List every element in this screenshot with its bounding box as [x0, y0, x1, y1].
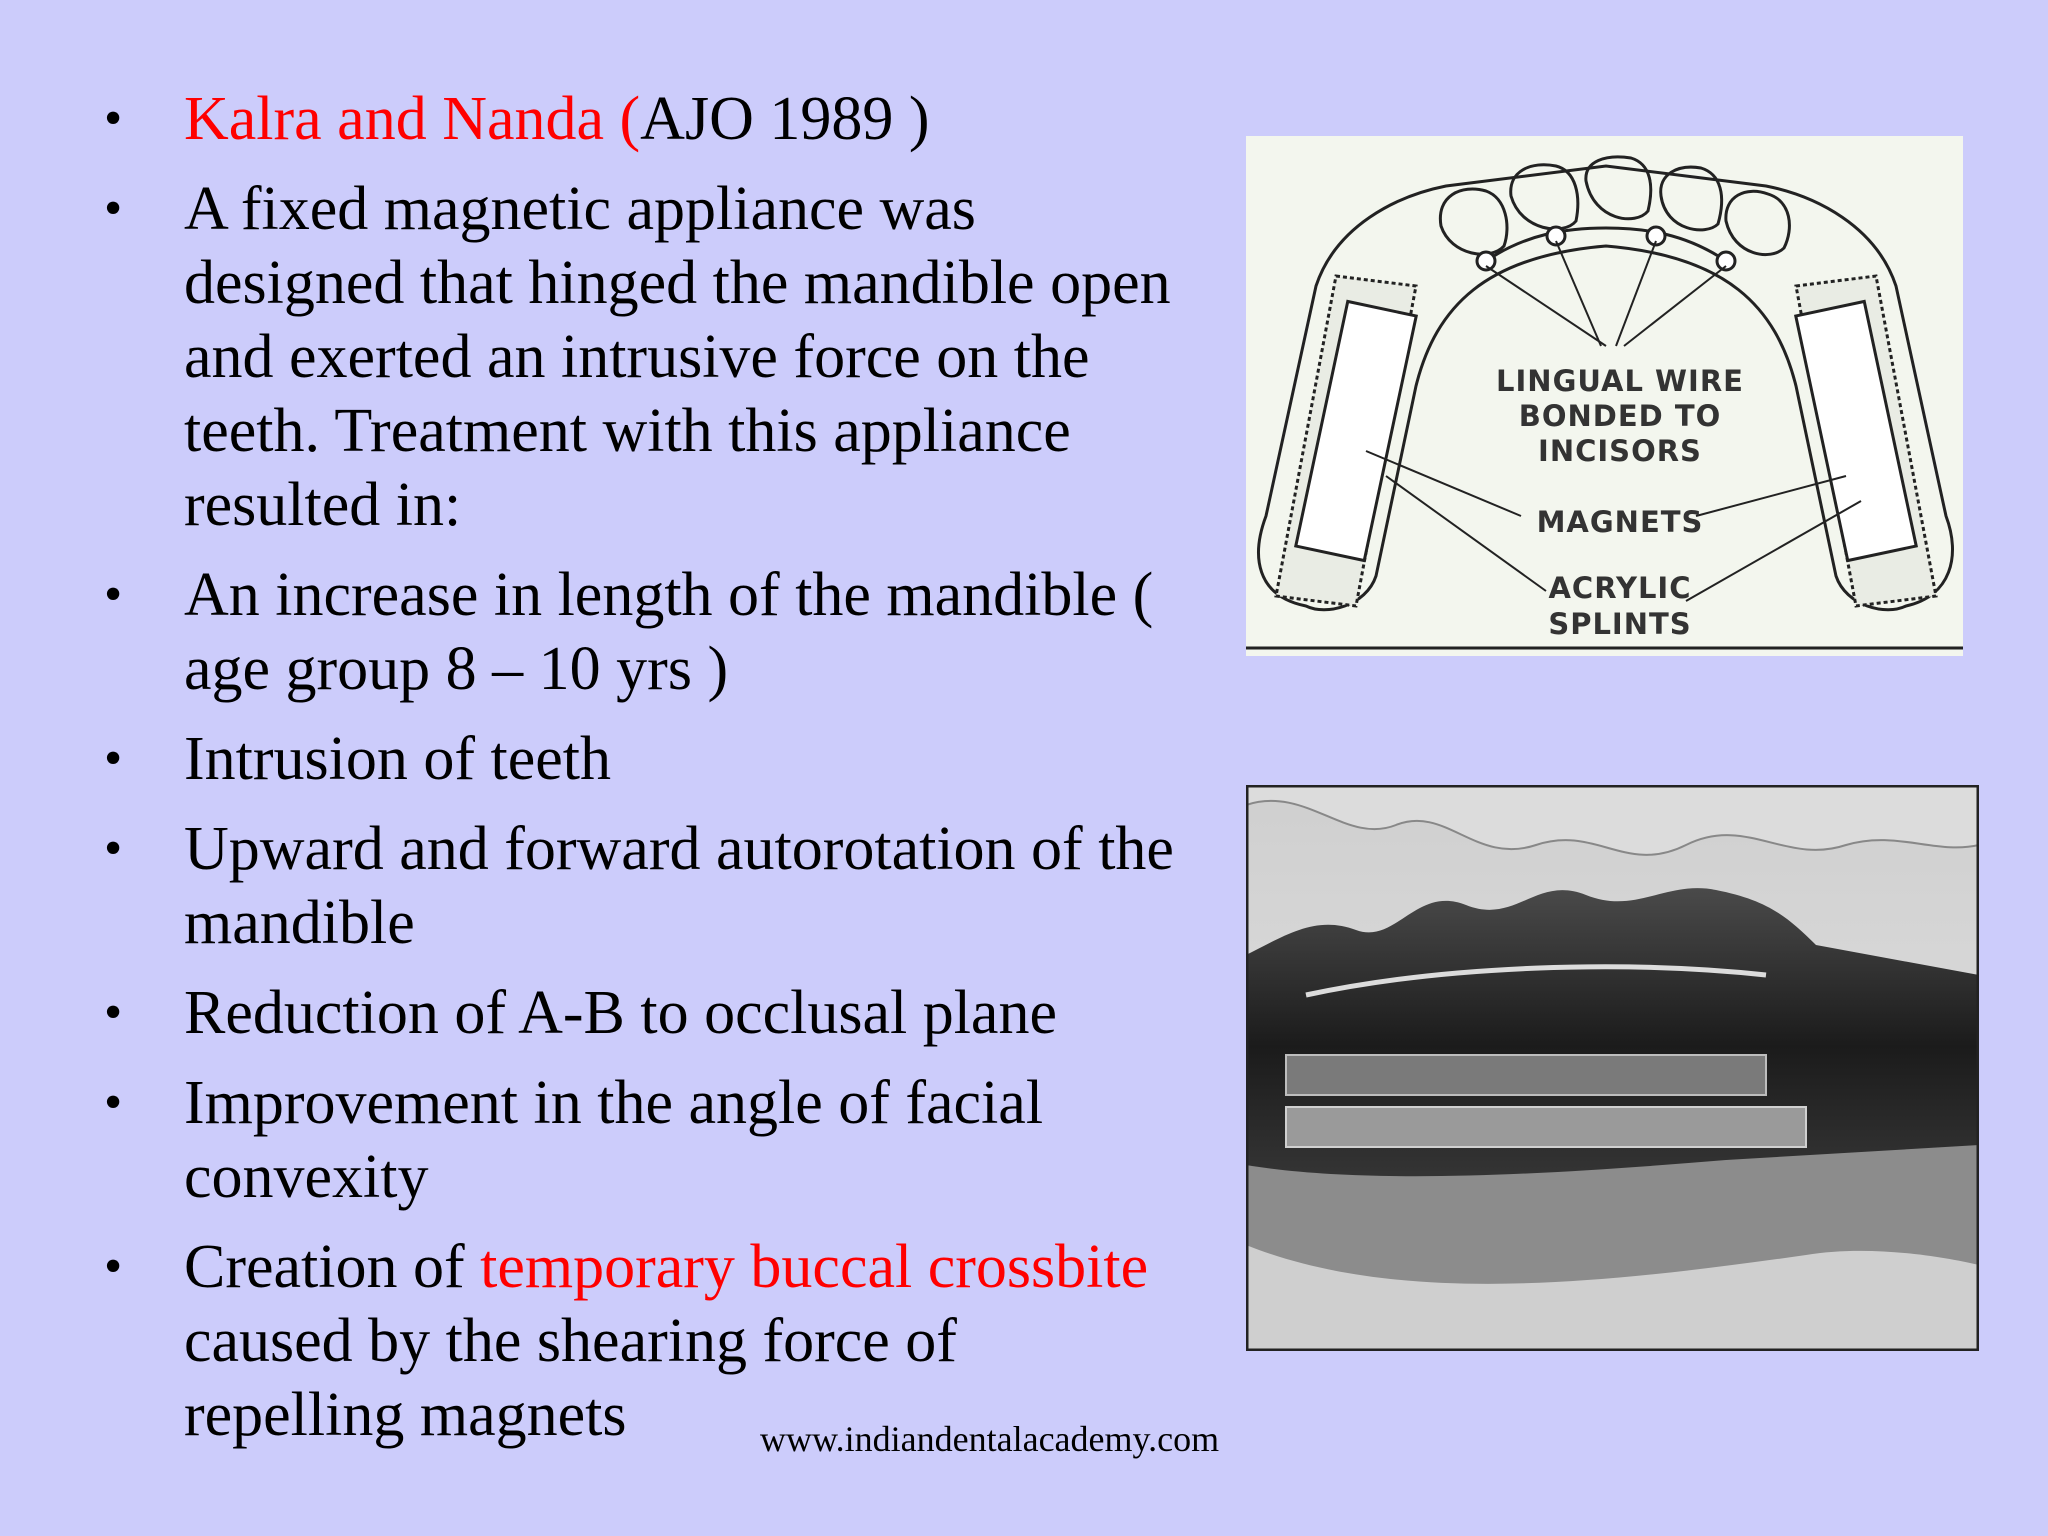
bullet-symbol: • [104, 984, 123, 1041]
bullet-text: Upward and forward autorotation of the mandible [184, 815, 1174, 957]
bullet-text: A fixed magnetic appliance was designed that hinged the mandible open and exerted an intrusive force on the teeth. Treatment with this appliance resulted in: [184, 175, 1171, 539]
bullet-text: Creation of [184, 1233, 481, 1301]
bullet-text-highlight: temporary buccal crossbite [480, 1233, 1149, 1301]
diagram-label-bonded-to: BONDED TO [1518, 399, 1722, 433]
appliance-diagram [1246, 136, 1963, 656]
diagram-label-lingual-wire: LINGUAL WIRE [1496, 364, 1744, 398]
bullet-item [104, 172, 1184, 542]
bullet-item [104, 976, 1184, 1050]
diagram-label-incisors: INCISORS [1538, 434, 1702, 468]
bullet-text: Reduction of A-B to occlusal plane [184, 979, 1057, 1047]
bullet-text-highlight: Kalra and Nanda ( [184, 85, 641, 153]
bullet-symbol: • [104, 180, 123, 237]
bullet-list [104, 82, 1184, 1468]
appliance-photo-figure [1246, 785, 1979, 1351]
bullet-symbol: • [104, 1238, 123, 1295]
bullet-text: AJO 1989 ) [640, 85, 930, 153]
bullet-text: caused by the shearing force of repelling magnets [184, 1307, 957, 1449]
bullet-text: Improvement in the angle of facial convexity [184, 1069, 1044, 1211]
bullet-item [104, 722, 1184, 796]
bullet-symbol: • [104, 566, 123, 623]
bullet-text: Intrusion of teeth [184, 725, 612, 793]
bullet-item [104, 1066, 1184, 1214]
bullet-symbol: • [104, 1074, 123, 1131]
appliance-diagram-figure [1246, 136, 1963, 656]
diagram-label-splints: SPLINTS [1548, 607, 1692, 641]
bullet-item [104, 812, 1184, 960]
bullet-item [104, 558, 1184, 706]
bullet-item [104, 82, 1184, 156]
bullet-symbol: • [104, 730, 123, 787]
bullet-symbol: • [104, 820, 123, 877]
appliance-photo [1246, 785, 1979, 1351]
footer-url: www.indiandentalacademy.com [760, 1419, 1220, 1459]
bullet-symbol: • [104, 90, 123, 147]
bullet-text: An increase in length of the mandible ( age group 8 – 10 yrs ) [184, 561, 1154, 703]
diagram-label-magnets: MAGNETS [1536, 505, 1704, 539]
diagram-label-acrylic: ACRYLIC [1548, 571, 1692, 605]
